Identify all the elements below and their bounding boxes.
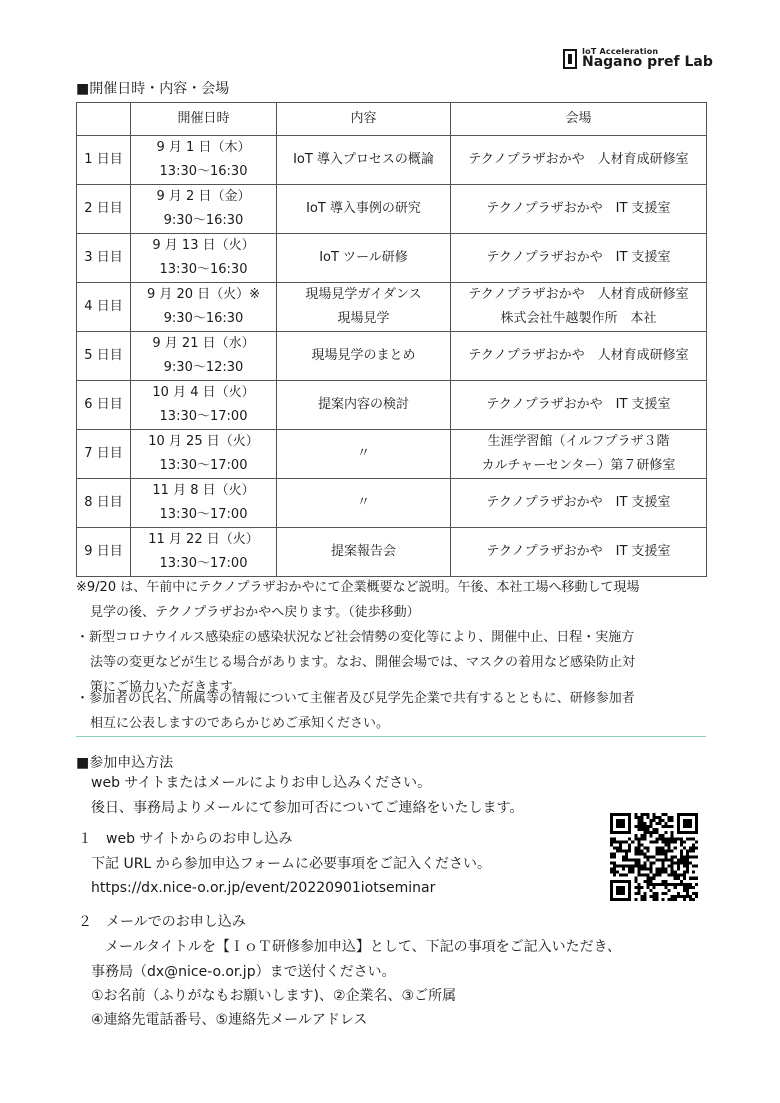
logo-title: Nagano pref Lab <box>582 54 713 70</box>
cell-content-line: 提案内容の検討 <box>317 397 409 412</box>
cell-venue-line: テクノプラザおかや 人材育成研修室 <box>468 348 689 363</box>
cell-venue-line: テクノプラザおかや 人材育成研修室 <box>468 287 689 302</box>
cell-venue <box>451 283 707 332</box>
cell-date-line: 10 月 4 日（火） <box>152 385 255 400</box>
cell-date-line: 9 月 2 日（金） <box>156 189 251 204</box>
cell-date <box>131 234 277 283</box>
cell-venue-line: テクノプラザおかや IT 支援室 <box>486 544 671 559</box>
cell-content-line: 現場見学ガイダンス <box>305 287 422 302</box>
cell-venue <box>451 136 707 185</box>
cell-date-line: 13:30～16:30 <box>159 164 248 179</box>
cell-content-line: 現場見学のまとめ <box>311 348 416 363</box>
cell-day <box>77 185 131 234</box>
apply-intro: 後日、事務局よりメールにて参加可否についてご連絡をいたします。 <box>91 800 524 816</box>
schedule-table <box>76 102 707 577</box>
cell-day-line: 9 日目 <box>84 544 123 559</box>
cell-day-line: 6 日目 <box>84 397 123 412</box>
mail-items: ①お名前（ふりがなもお願いします)、②企業名、③ご所属 <box>91 988 457 1004</box>
note-item <box>76 575 716 625</box>
cell-date <box>131 283 277 332</box>
note-line: ・参加者の氏名、所属等の情報について主催者及び見学先企業で共有するとともに、研修参加者 <box>76 691 635 706</box>
cell-venue-line: テクノプラザおかや 人材育成研修室 <box>468 152 689 167</box>
cell-venue <box>451 528 707 577</box>
web-text: 下記 URL から参加申込フォームに必要事項をご記入ください。 <box>91 856 491 872</box>
cell-venue-line: テクノプラザおかや IT 支援室 <box>486 250 671 265</box>
header-date: 開催日時 <box>131 103 277 136</box>
web-url[interactable]: https://dx.nice-o.or.jp/event/20220901iotseminar <box>91 880 436 896</box>
header-content: 内容 <box>277 103 451 136</box>
cell-venue <box>451 234 707 283</box>
cell-date <box>131 479 277 528</box>
cell-date-line: 9 月 1 日（木） <box>156 140 251 155</box>
cell-day <box>77 430 131 479</box>
cell-day-line: 8 日目 <box>84 495 123 510</box>
schedule-body <box>77 136 707 577</box>
cell-date-line: 9:30～16:30 <box>163 213 244 228</box>
cell-content-line: IoT ツール研修 <box>319 250 408 265</box>
cell-date-line: 9:30～12:30 <box>163 360 244 375</box>
cell-day <box>77 283 131 332</box>
mail-heading: ２ メールでのお申し込み <box>78 914 246 930</box>
note-item <box>76 686 716 736</box>
cell-content <box>277 430 451 479</box>
header-venue: 会場 <box>451 103 707 136</box>
table-row <box>77 332 707 381</box>
cell-content-line: 〃 <box>356 446 370 461</box>
note-line: ・新型コロナウイルス感染症の感染状況など社会情勢の変化等により、開催中止、日程・実施方 <box>76 630 635 645</box>
note-line: ※9/20 は、午前中にテクノプラザおかやにて企業概要など説明。午後、本社工場へ移動して現場 <box>76 580 640 595</box>
cell-day <box>77 528 131 577</box>
cell-date-line: 11 月 22 日（火） <box>148 532 259 547</box>
table-row <box>77 479 707 528</box>
table-row <box>77 528 707 577</box>
cell-date-line: 13:30～16:30 <box>159 262 248 277</box>
cell-day-line: 4 日目 <box>84 299 123 314</box>
note-line: 策にご協力いただきます。 <box>90 680 245 695</box>
cell-content <box>277 479 451 528</box>
cell-date-line: 10 月 25 日（火） <box>148 434 259 449</box>
table-row <box>77 185 707 234</box>
cell-venue <box>451 479 707 528</box>
logo-subtitle: IoT Acceleration <box>582 47 659 56</box>
cell-date <box>131 332 277 381</box>
cell-date-line: 9 月 13 日（火） <box>152 238 255 253</box>
cell-content <box>277 234 451 283</box>
cell-content <box>277 283 451 332</box>
cell-date-line: 13:30～17:00 <box>159 409 248 424</box>
table-row <box>77 381 707 430</box>
mail-items: ④連絡先電話番号、⑤連絡先メールアドレス <box>91 1012 368 1028</box>
note-line: 相互に公表しますのであらかじめご承知ください。 <box>90 716 390 731</box>
cell-date-line: 13:30～17:00 <box>159 507 248 522</box>
cell-date-line: 11 月 8 日（火） <box>152 483 255 498</box>
cell-date-line: 9:30～16:30 <box>163 311 244 326</box>
schedule-title: ■開催日時・内容・会場 <box>76 81 230 97</box>
note-line: 見学の後、テクノプラザおかやへ戻ります。（徒歩移動） <box>90 605 420 620</box>
note-line: 法等の変更などが生じる場合があります。なお、開催会場では、マスクの着用など感染防止対 <box>90 655 635 670</box>
cell-content-line: IoT 導入プロセスの概論 <box>293 152 434 167</box>
mail-text: 事務局（dx@nice-o.or.jp）まで送付ください。 <box>91 964 396 980</box>
table-row <box>77 283 707 332</box>
cell-venue-line: テクノプラザおかや IT 支援室 <box>486 495 671 510</box>
cell-date-line: 13:30～17:00 <box>159 458 248 473</box>
cell-venue-line: 生涯学習館（イルフプラザ３階 <box>487 434 670 449</box>
mail-text: メールタイトルを【ＩｏＴ研修参加申込】として、下記の事項をご記入いただき、 <box>105 939 622 955</box>
web-heading: １ web サイトからのお申し込み <box>78 831 293 847</box>
lab-logo <box>563 47 713 73</box>
cell-content <box>277 136 451 185</box>
cell-content <box>277 528 451 577</box>
cell-day <box>77 136 131 185</box>
cell-day-line: 2 日目 <box>84 201 123 216</box>
cell-day-line: 3 日目 <box>84 250 123 265</box>
cell-date-line: 13:30～17:00 <box>159 556 248 571</box>
cell-day <box>77 332 131 381</box>
cell-content <box>277 185 451 234</box>
cell-content-line: 提案報告会 <box>330 544 396 559</box>
cell-venue-line: カルチャーセンター）第７研修室 <box>481 458 676 473</box>
cell-date <box>131 381 277 430</box>
table-row <box>77 234 707 283</box>
cell-date-line: 9 月 20 日（火）※ <box>146 287 261 302</box>
table-header-row <box>77 103 707 136</box>
table-row <box>77 430 707 479</box>
cell-venue <box>451 332 707 381</box>
table-row <box>77 136 707 185</box>
cell-day <box>77 234 131 283</box>
cell-content-line: 〃 <box>356 495 370 510</box>
logo-mark-icon <box>563 49 577 69</box>
cell-venue <box>451 430 707 479</box>
qr-code-icon[interactable] <box>610 813 698 901</box>
cell-date <box>131 136 277 185</box>
cell-date-line: 9 月 21 日（水） <box>152 336 255 351</box>
cell-venue <box>451 381 707 430</box>
cell-content <box>277 381 451 430</box>
cell-venue <box>451 185 707 234</box>
cell-content <box>277 332 451 381</box>
cell-day <box>77 479 131 528</box>
cell-day-line: 7 日目 <box>84 446 123 461</box>
cell-date <box>131 528 277 577</box>
header-day <box>77 103 131 136</box>
cell-day-line: 5 日目 <box>84 348 123 363</box>
apply-intro: web サイトまたはメールによりお申し込みください。 <box>91 775 432 791</box>
cell-day <box>77 381 131 430</box>
section-divider <box>76 736 706 737</box>
cell-date <box>131 430 277 479</box>
cell-venue-line: 株式会社牛越製作所 本社 <box>500 311 657 326</box>
cell-day-line: 1 日目 <box>84 152 123 167</box>
cell-date <box>131 185 277 234</box>
cell-content-line: 現場見学 <box>337 311 390 326</box>
cell-venue-line: テクノプラザおかや IT 支援室 <box>486 397 671 412</box>
apply-title: ■参加申込方法 <box>76 755 174 771</box>
cell-venue-line: テクノプラザおかや IT 支援室 <box>486 201 671 216</box>
cell-content-line: IoT 導入事例の研究 <box>306 201 421 216</box>
